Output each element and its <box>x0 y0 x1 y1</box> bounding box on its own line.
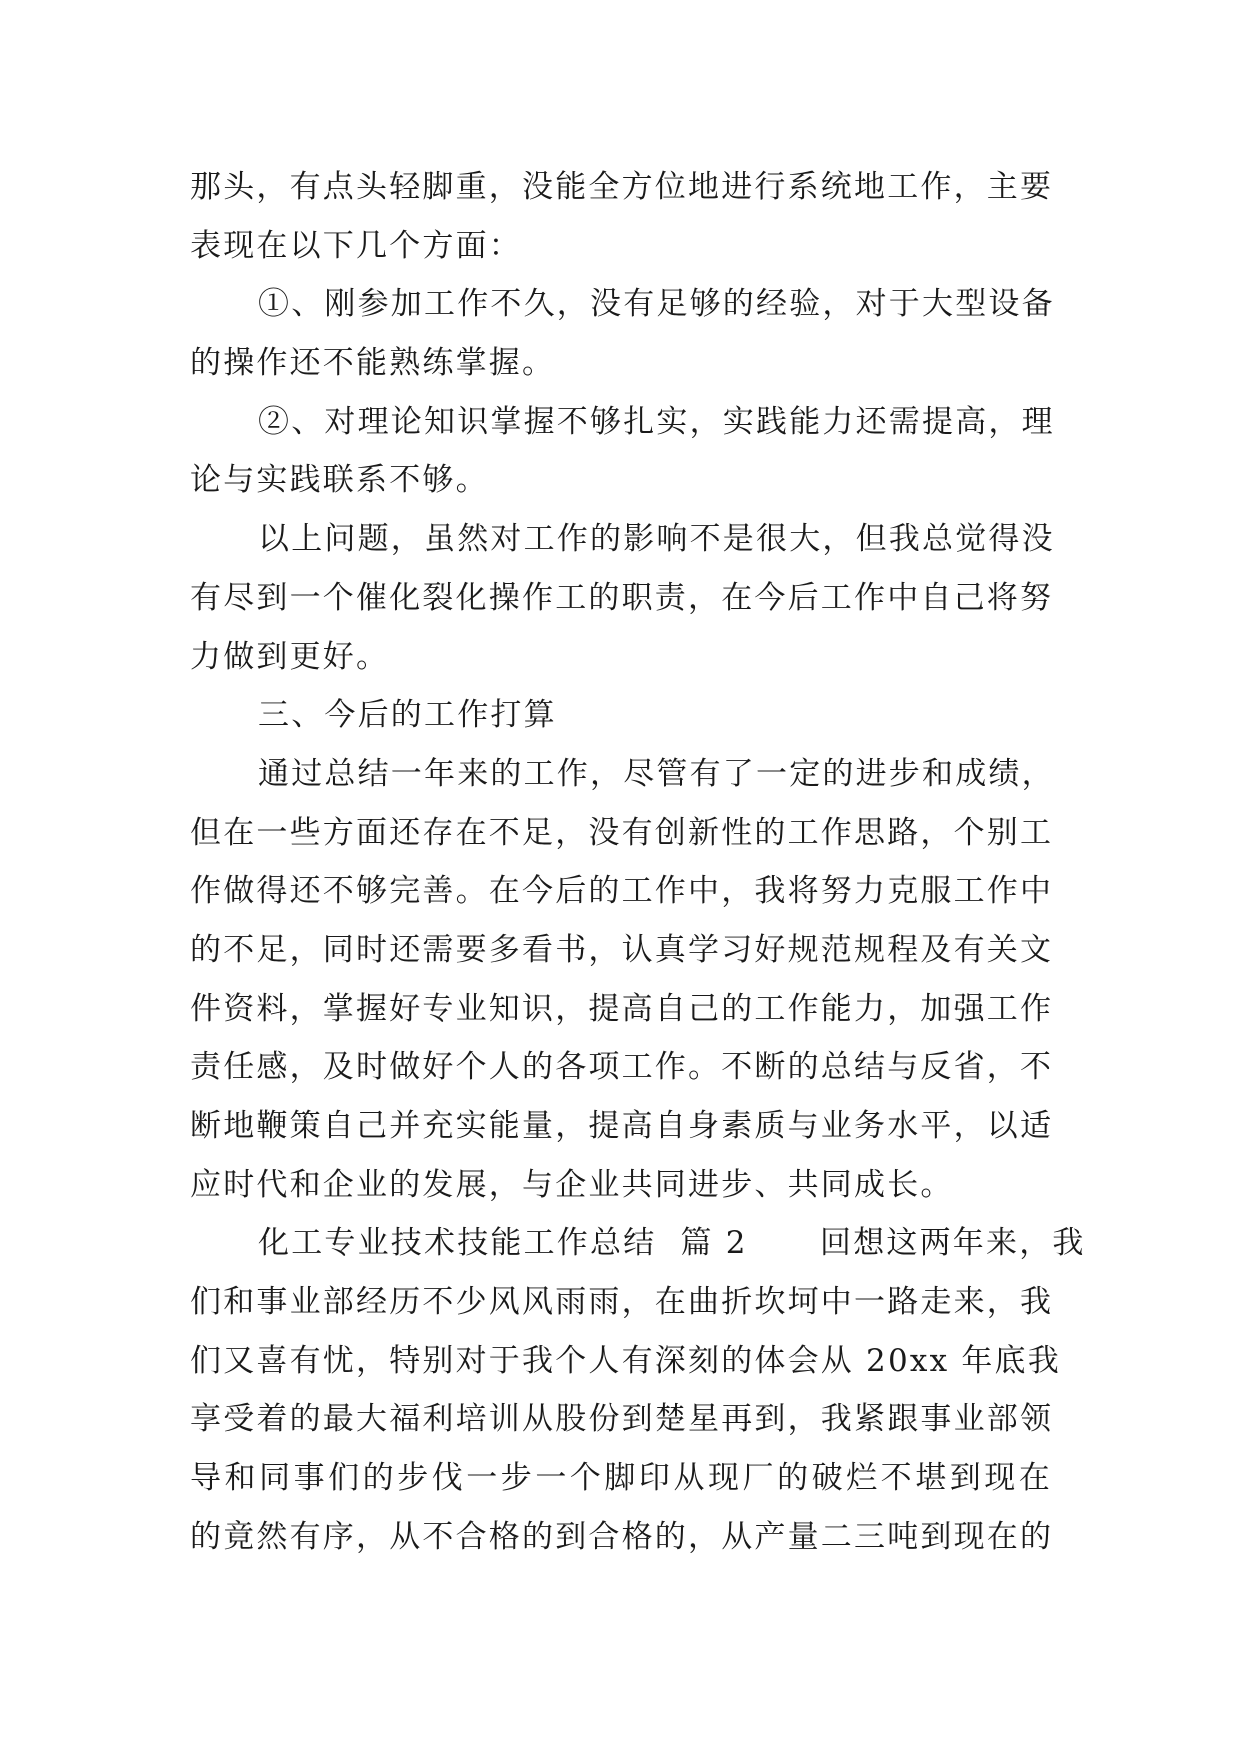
text-line: 断地鞭策自己并充实能量，提高自身素质与业务水平，以适 <box>190 1108 1054 1144</box>
text-line: 的操作还不能熟练掌握。 <box>190 345 556 382</box>
list-item-line: ②、对理论知识掌握不够扎实，实践能力还需提高，理 <box>258 403 1055 440</box>
section-title-line: 化工专业技术技能工作总结 篇 2 回想这两年来，我 <box>258 1225 1086 1262</box>
text-line: 的竟然有序，从不合格的到合格的，从产量二三吨到现在的 <box>190 1518 1054 1555</box>
text-line: 享受着的最大福利培训从股份到楚星再到，我紧跟事业部领 <box>190 1401 1054 1438</box>
paragraph-first-line: 通过总结一年来的工作，尽管有了一定的进步和成绩， <box>258 755 1055 792</box>
text-line: 责任感，及时做好个人的各项工作。不断的总结与反省，不 <box>190 1049 1054 1086</box>
section-heading: 三、今后的工作打算 <box>258 697 557 734</box>
list-item-line: ①、刚参加工作不久，没有足够的经验，对于大型设备 <box>258 286 1055 323</box>
text-line: 力做到更好。 <box>190 638 390 675</box>
text-line: 们又喜有忧，特别对于我个人有深刻的体会从 20xx 年底我 <box>190 1342 1061 1379</box>
text-line: 件资料，掌握好专业知识，提高自己的工作能力，加强工作 <box>190 990 1054 1027</box>
text-line: 作做得还不够完善。在今后的工作中，我将努力克服工作中 <box>190 873 1054 910</box>
text-line: 那头，有点头轻脚重，没能全方位地进行系统地工作，主要 <box>190 169 1054 205</box>
text-line: 应时代和企业的发展，与企业共同进步、共同成长。 <box>190 1166 954 1203</box>
text-line: 的不足，同时还需要多看书，认真学习好规范规程及有关文 <box>190 931 1054 968</box>
text-line: 们和事业部经历不少风风雨雨，在曲折坎坷中一路走来，我 <box>190 1284 1054 1321</box>
text-line: 但在一些方面还存在不足，没有创新性的工作思路，个别工 <box>190 814 1054 851</box>
paragraph-first-line: 以上问题，虽然对工作的影响不是很大，但我总觉得没 <box>258 521 1055 558</box>
document-body <box>190 158 1086 1567</box>
text-line: 论与实践联系不够。 <box>190 462 489 499</box>
text-line: 有尽到一个催化裂化操作工的职责，在今后工作中自己将努 <box>190 579 1054 616</box>
text-line: 导和同事们的步伐一步一个脚印从现厂的破烂不堪到现在 <box>190 1460 1052 1497</box>
text-line: 表现在以下几个方面： <box>190 227 522 264</box>
